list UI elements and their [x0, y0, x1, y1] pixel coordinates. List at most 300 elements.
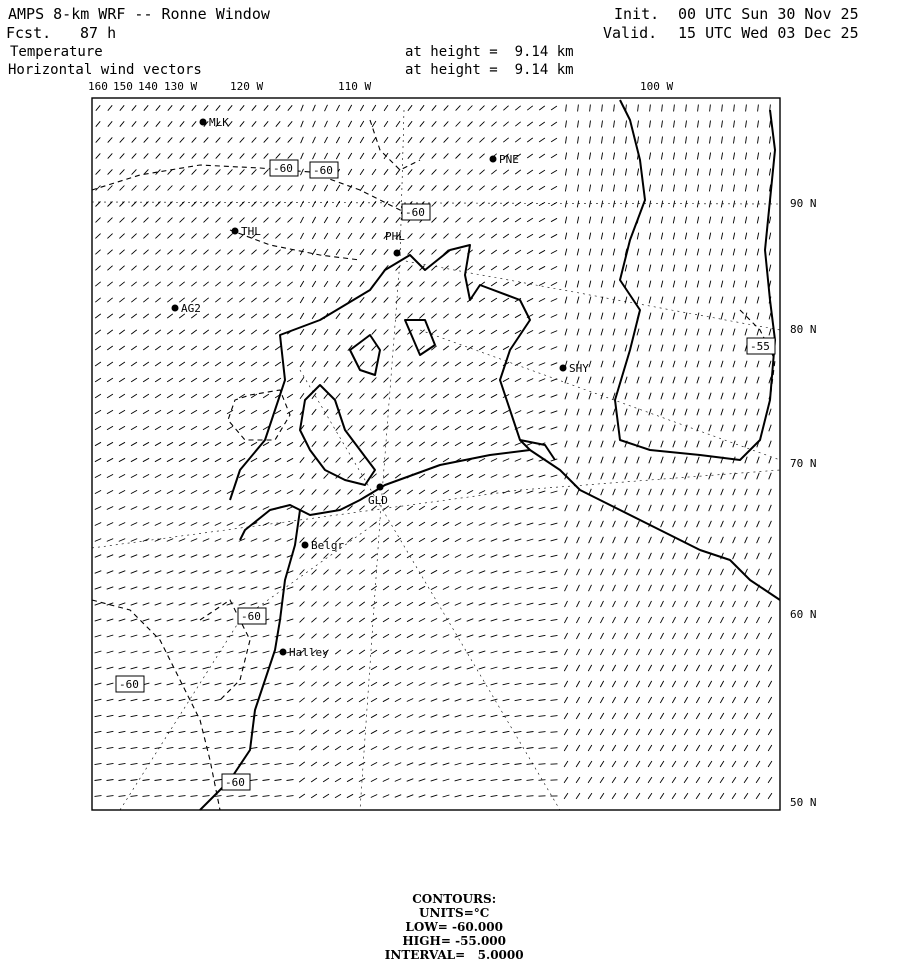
wind-vector: [107, 298, 112, 302]
wind-vector: [395, 795, 401, 798]
wind-vector: [672, 649, 675, 655]
wind-vector: [192, 137, 197, 142]
wind-vector: [131, 667, 138, 669]
wind-vector: [312, 281, 316, 287]
wind-vector: [167, 314, 173, 318]
wind-vector: [637, 425, 639, 432]
wind-vector: [143, 442, 149, 445]
wind-vector: [456, 170, 461, 175]
wind-vector: [673, 249, 675, 256]
wind-vector: [515, 234, 521, 238]
wind-vector: [419, 667, 425, 670]
wind-vector: [662, 121, 663, 128]
wind-vector: [227, 298, 232, 302]
wind-vector: [179, 507, 185, 510]
wind-vector: [191, 699, 198, 701]
wind-vector: [215, 234, 220, 239]
wind-vector: [590, 105, 591, 112]
wind-vector: [624, 649, 627, 655]
wind-vector: [467, 635, 474, 637]
wind-vector: [192, 105, 196, 110]
wind-vector: [757, 217, 758, 224]
wind-vector: [215, 715, 222, 716]
longitude-label: 100 W: [640, 80, 673, 93]
wind-vector: [551, 282, 557, 285]
wind-vector: [216, 218, 221, 223]
wind-vector: [300, 329, 304, 335]
wind-vector: [431, 330, 436, 334]
wind-vector: [600, 713, 604, 719]
wind-vector: [709, 601, 712, 607]
wind-vector: [589, 553, 592, 559]
wind-vector: [107, 587, 114, 589]
wind-vector: [347, 778, 353, 781]
wind-vector: [768, 681, 771, 687]
wind-vector: [757, 249, 759, 256]
wind-vector: [744, 745, 748, 751]
wind-vector: [491, 106, 496, 111]
wind-vector: [384, 137, 388, 143]
wind-vector: [590, 137, 591, 144]
wind-vector: [697, 329, 699, 336]
wind-vector: [625, 313, 627, 320]
wind-vector: [288, 202, 293, 207]
wind-vector: [601, 345, 603, 352]
wind-vector: [455, 314, 461, 318]
wind-vector: [467, 218, 472, 223]
wind-vector: [396, 121, 400, 127]
wind-vector: [515, 459, 521, 462]
wind-vector: [156, 121, 160, 126]
wind-vector: [407, 731, 413, 734]
wind-vector: [673, 281, 675, 288]
wind-vector: [276, 218, 281, 223]
wind-vector: [564, 617, 567, 623]
wind-vector: [179, 539, 185, 542]
wind-vector: [227, 507, 233, 510]
wind-vector: [479, 779, 486, 780]
wind-vector: [613, 153, 614, 160]
wind-vector: [709, 249, 711, 256]
wind-vector: [407, 699, 413, 702]
wind-vector: [503, 330, 509, 334]
wind-vector: [539, 587, 546, 589]
wind-vector: [239, 442, 245, 445]
wind-vector: [180, 121, 184, 126]
wind-vector: [299, 778, 305, 782]
wind-vector: [323, 602, 328, 607]
wind-vector: [215, 683, 222, 685]
wind-vector: [709, 185, 710, 192]
wind-vector: [685, 409, 687, 416]
wind-vector: [491, 202, 497, 206]
wind-vector: [155, 442, 161, 445]
wind-vector: [577, 601, 580, 607]
wind-vector: [96, 186, 101, 191]
wind-vector: [203, 635, 210, 637]
wind-vector: [566, 121, 567, 128]
wind-vector: [155, 715, 162, 716]
wind-vector: [251, 330, 257, 334]
contour-label-text: -60: [313, 164, 333, 177]
wind-vector: [589, 377, 591, 384]
wind-vector: [491, 266, 497, 270]
wind-vector: [251, 282, 256, 286]
wind-vector: [685, 233, 686, 240]
wind-vector: [143, 731, 150, 732]
wind-vector: [479, 298, 485, 302]
wind-vector: [757, 521, 760, 527]
wind-vector: [601, 521, 604, 527]
wind-vector: [721, 505, 724, 511]
station-label: PHL: [385, 230, 405, 243]
wind-vector: [95, 571, 102, 574]
wind-vector: [419, 715, 425, 718]
wind-vector: [372, 410, 377, 415]
wind-vector: [215, 635, 222, 637]
wind-vector: [515, 122, 520, 126]
wind-vector: [613, 281, 615, 288]
wind-vector: [527, 780, 534, 781]
wind-vector: [251, 410, 257, 414]
wind-vector: [527, 571, 534, 573]
wind-vector: [431, 314, 436, 319]
wind-vector: [674, 121, 675, 128]
wind-vector: [661, 313, 663, 320]
wind-vector: [637, 249, 639, 256]
wind-vector: [168, 121, 172, 126]
wind-vector: [551, 331, 557, 334]
wind-vector: [168, 137, 173, 142]
init-time: 00 UTC Sun 30 Nov 25: [678, 6, 859, 23]
wind-vector: [407, 682, 413, 685]
wind-vector: [721, 169, 722, 176]
wind-vector: [491, 603, 498, 605]
wind-vector: [131, 234, 136, 239]
wind-vector: [263, 539, 269, 542]
wind-vector: [661, 585, 664, 591]
wind-vector: [347, 634, 353, 638]
wind-vector: [684, 761, 688, 767]
wind-vector: [539, 651, 546, 652]
wind-vector: [673, 569, 676, 575]
wind-vector: [455, 506, 461, 509]
wind-vector: [371, 650, 377, 654]
wind-vector: [383, 698, 389, 701]
wind-vector: [167, 330, 173, 334]
wind-vector: [577, 393, 579, 400]
wind-vector: [312, 265, 316, 271]
wind-vector: [455, 298, 460, 302]
wind-vector: [601, 377, 603, 384]
wind-vector: [696, 649, 699, 655]
wind-vector: [395, 522, 401, 526]
wind-vector: [708, 761, 712, 767]
wind-vector: [407, 410, 412, 414]
wind-vector: [95, 507, 101, 510]
wind-vector: [648, 713, 652, 719]
wind-vector: [721, 521, 724, 527]
wind-vector: [661, 217, 662, 224]
meridian-line: [120, 520, 380, 810]
wind-vector: [576, 681, 579, 687]
wind-vector: [263, 587, 270, 589]
wind-vector: [396, 153, 400, 159]
wind-vector: [287, 298, 292, 302]
wind-vector: [360, 361, 365, 366]
wind-vector: [720, 697, 723, 703]
wind-vector: [734, 137, 735, 144]
wind-vector: [696, 793, 700, 799]
wind-vector: [252, 121, 256, 126]
wind-vector: [576, 633, 579, 639]
wind-vector: [179, 378, 185, 382]
wind-vector: [395, 618, 401, 622]
wind-vector: [564, 761, 568, 767]
wind-vector: [131, 410, 137, 414]
wind-vector: [684, 649, 687, 655]
wind-vector: [251, 555, 257, 558]
wind-vector: [768, 697, 771, 703]
wind-vector: [685, 249, 687, 256]
wind-vector: [287, 780, 294, 781]
wind-vector: [419, 330, 424, 335]
wind-vector: [660, 793, 664, 799]
wind-vector: [348, 458, 353, 463]
wind-vector: [348, 217, 352, 223]
wind-vector: [625, 569, 628, 575]
wind-vector: [539, 700, 546, 701]
wind-vector: [191, 731, 198, 732]
wind-vector: [698, 121, 699, 128]
wind-vector: [191, 458, 197, 461]
wind-vector: [577, 377, 579, 384]
wind-vector: [539, 186, 545, 190]
wind-vector: [360, 281, 364, 286]
wind-vector: [515, 282, 521, 286]
wind-vector: [431, 298, 436, 303]
wind-vector: [649, 233, 650, 240]
wind-vector: [503, 651, 510, 653]
wind-vector: [191, 635, 198, 637]
wind-vector: [263, 731, 270, 732]
wind-vector: [455, 699, 462, 701]
wind-vector: [467, 314, 473, 318]
wind-vector: [360, 329, 365, 334]
wind-vector: [107, 474, 113, 477]
wind-vector: [324, 201, 327, 207]
wind-vector: [131, 699, 138, 701]
wind-vector: [143, 699, 150, 701]
wind-vector: [311, 634, 316, 639]
wind-vector: [191, 346, 197, 350]
wind-vector: [227, 747, 234, 748]
wind-vector: [673, 313, 675, 320]
wind-vector: [515, 683, 522, 684]
wind-vector: [228, 218, 233, 223]
wind-vector: [107, 747, 114, 748]
wind-vector: [673, 505, 676, 511]
wind-vector: [480, 122, 485, 127]
wind-vector: [287, 587, 294, 589]
wind-vector: [648, 729, 652, 735]
wind-vector: [589, 265, 591, 272]
wind-vector: [239, 747, 246, 748]
wind-vector: [503, 619, 510, 621]
wind-vector: [396, 346, 401, 351]
wind-vector: [119, 362, 125, 366]
wind-vector: [515, 186, 521, 190]
wind-vector: [769, 441, 771, 448]
wind-vector: [95, 490, 101, 493]
wind-vector: [348, 313, 352, 319]
wind-vector: [313, 153, 316, 159]
wind-vector: [539, 218, 545, 222]
wind-vector: [733, 265, 735, 272]
wind-vector: [565, 377, 567, 384]
wind-vector: [251, 667, 258, 669]
wind-vector: [215, 250, 220, 255]
wind-vector: [312, 313, 316, 319]
wind-vector: [372, 265, 376, 270]
wind-vector: [143, 346, 149, 350]
wind-vector: [479, 458, 485, 461]
wind-vector: [143, 763, 150, 764]
wind-vector: [227, 330, 233, 334]
wind-vector: [263, 378, 269, 382]
wind-vector: [733, 217, 734, 224]
meridian-line: [400, 260, 780, 330]
wind-vector: [383, 634, 389, 638]
wind-vector: [360, 121, 364, 127]
wind-vector: [251, 458, 257, 461]
wind-vector: [132, 218, 137, 223]
wind-vector: [503, 699, 510, 701]
wind-vector: [119, 715, 126, 716]
wind-vector: [649, 217, 650, 224]
wind-vector: [720, 617, 723, 623]
wind-vector: [660, 761, 664, 767]
wind-vector: [696, 681, 699, 687]
wind-vector: [769, 425, 771, 432]
wind-vector: [565, 569, 568, 575]
wind-vector: [491, 539, 497, 542]
wind-vector: [709, 569, 712, 575]
wind-vector: [431, 426, 437, 430]
wind-vector: [288, 153, 293, 158]
wind-vector: [251, 250, 256, 255]
wind-vector: [768, 649, 771, 655]
wind-vector: [107, 234, 112, 239]
wind-vector: [95, 442, 101, 445]
wind-vector: [215, 555, 221, 558]
wind-vector: [180, 169, 185, 174]
wind-vector: [539, 491, 546, 493]
wind-vector: [551, 186, 557, 190]
wind-vector: [359, 602, 365, 606]
wind-vector: [203, 651, 210, 653]
wind-vector: [179, 747, 186, 748]
wind-vector: [491, 635, 498, 637]
wind-vector: [467, 731, 474, 733]
wind-vector: [744, 649, 747, 655]
wind-vector: [539, 684, 546, 685]
wind-vector: [625, 377, 627, 384]
wind-vector: [348, 377, 353, 382]
wind-vector: [396, 201, 400, 206]
station-label: THL: [241, 225, 261, 238]
wind-vector: [577, 281, 579, 288]
wind-vector: [143, 603, 150, 605]
wind-vector: [551, 106, 557, 110]
wind-vector: [539, 106, 545, 110]
wind-vector: [119, 731, 126, 732]
wind-vector: [227, 571, 234, 574]
wind-vector: [491, 410, 497, 413]
station-shy: [560, 362, 590, 375]
wind-vector: [251, 362, 257, 366]
wind-vector: [613, 217, 614, 224]
wind-vector: [539, 282, 545, 285]
wind-vector: [503, 507, 509, 510]
wind-vector: [577, 297, 579, 304]
wind-vector: [649, 169, 650, 176]
wind-vector: [191, 523, 197, 526]
wind-vector: [299, 730, 304, 734]
wind-vector: [227, 699, 234, 701]
wind-vector: [551, 266, 557, 269]
wind-vector: [359, 490, 364, 495]
wind-vector: [407, 538, 413, 542]
wind-vector: [551, 218, 557, 221]
wind-vector: [95, 796, 102, 797]
wind-vector: [491, 779, 498, 780]
wind-vector: [527, 555, 534, 557]
wind-vector: [107, 410, 113, 414]
wind-vector: [613, 297, 615, 304]
height-temperature: at height = 9.14 km: [405, 44, 574, 61]
wind-vector: [491, 459, 497, 462]
wind-vector: [167, 635, 174, 637]
wind-vector: [539, 411, 545, 414]
wind-vector: [167, 587, 174, 589]
wind-vector: [347, 538, 352, 543]
wind-vector: [456, 105, 461, 110]
wind-vector: [348, 393, 353, 398]
wind-vector: [95, 474, 101, 477]
wind-vector: [661, 505, 664, 511]
wind-vector: [589, 569, 592, 575]
wind-vector: [661, 457, 663, 464]
wind-vector: [613, 489, 616, 495]
wind-vector: [721, 281, 723, 288]
wind-vector: [156, 105, 160, 110]
wind-vector: [733, 233, 734, 240]
wind-vector: [407, 763, 413, 766]
wind-vector: [179, 763, 186, 764]
wind-vector: [203, 426, 209, 430]
wind-vector: [503, 122, 508, 127]
wind-vector: [215, 747, 222, 748]
wind-vector: [503, 378, 509, 381]
wind-vector: [636, 729, 640, 735]
wind-vector: [601, 553, 604, 559]
wind-vector: [662, 137, 663, 144]
wind-vector: [602, 105, 603, 112]
wind-vector: [395, 394, 400, 399]
wind-vector: [467, 715, 474, 717]
wind-vector: [239, 587, 246, 589]
